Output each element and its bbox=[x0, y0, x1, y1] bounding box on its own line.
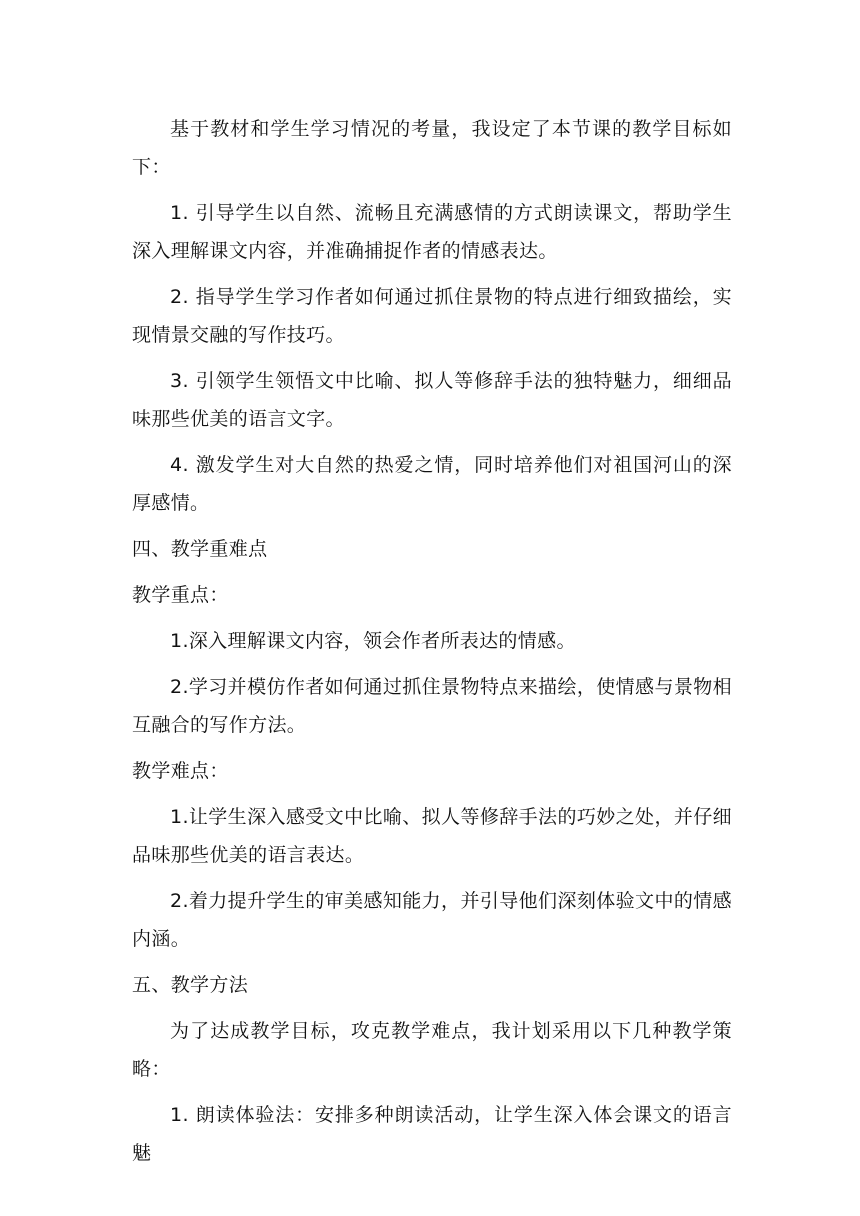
paragraph-difficulty-2: 2.着力提升学生的审美感知能力，并引导他们深刻体验文中的情感内涵。 bbox=[132, 890, 732, 950]
paragraph-difficulty-1: 1.让学生深入感受文中比喻、拟人等修辞手法的巧妙之处，并仔细品味那些优美的语言表达。 bbox=[132, 806, 732, 866]
subheading-teaching-focus: 教学重点： bbox=[132, 584, 229, 606]
paragraph-methods-intro: 为了达成教学目标，攻克教学难点，我计划采用以下几种教学策略： bbox=[132, 1020, 732, 1080]
paragraph-objective-4: 4. 激发学生对大自然的热爱之情，同时培养他们对祖国河山的深厚感情。 bbox=[132, 454, 732, 514]
paragraph-focus-2: 2.学习并模仿作者如何通过抓住景物特点来描绘，使情感与景物相互融合的写作方法。 bbox=[132, 676, 732, 736]
document-body bbox=[132, 110, 732, 1172]
paragraph-objectives-intro: 基于教材和学生学习情况的考量，我设定了本节课的教学目标如下： bbox=[132, 118, 732, 178]
paragraph-focus-1: 1.深入理解课文内容，领会作者所表达的情感。 bbox=[170, 630, 576, 652]
paragraph-objective-1: 1. 引导学生以自然、流畅且充满感情的方式朗读课文，帮助学生深入理解课文内容，并准确捕捉作者的情感表达。 bbox=[132, 202, 732, 262]
paragraph-objective-3: 3. 引领学生领悟文中比喻、拟人等修辞手法的独特魅力，细细品味那些优美的语言文字。 bbox=[132, 370, 732, 430]
paragraph-objective-2: 2. 指导学生学习作者如何通过抓住景物的特点进行细致描绘，实现情景交融的写作技巧。 bbox=[132, 286, 732, 346]
section-heading-methods: 五、教学方法 bbox=[132, 974, 249, 996]
paragraph-method-1: 1. 朗读体验法：安排多种朗读活动，让学生深入体会课文的语言魅 bbox=[132, 1104, 732, 1164]
subheading-teaching-difficulty: 教学难点： bbox=[132, 760, 229, 782]
section-heading-key-points: 四、教学重难点 bbox=[132, 538, 268, 560]
